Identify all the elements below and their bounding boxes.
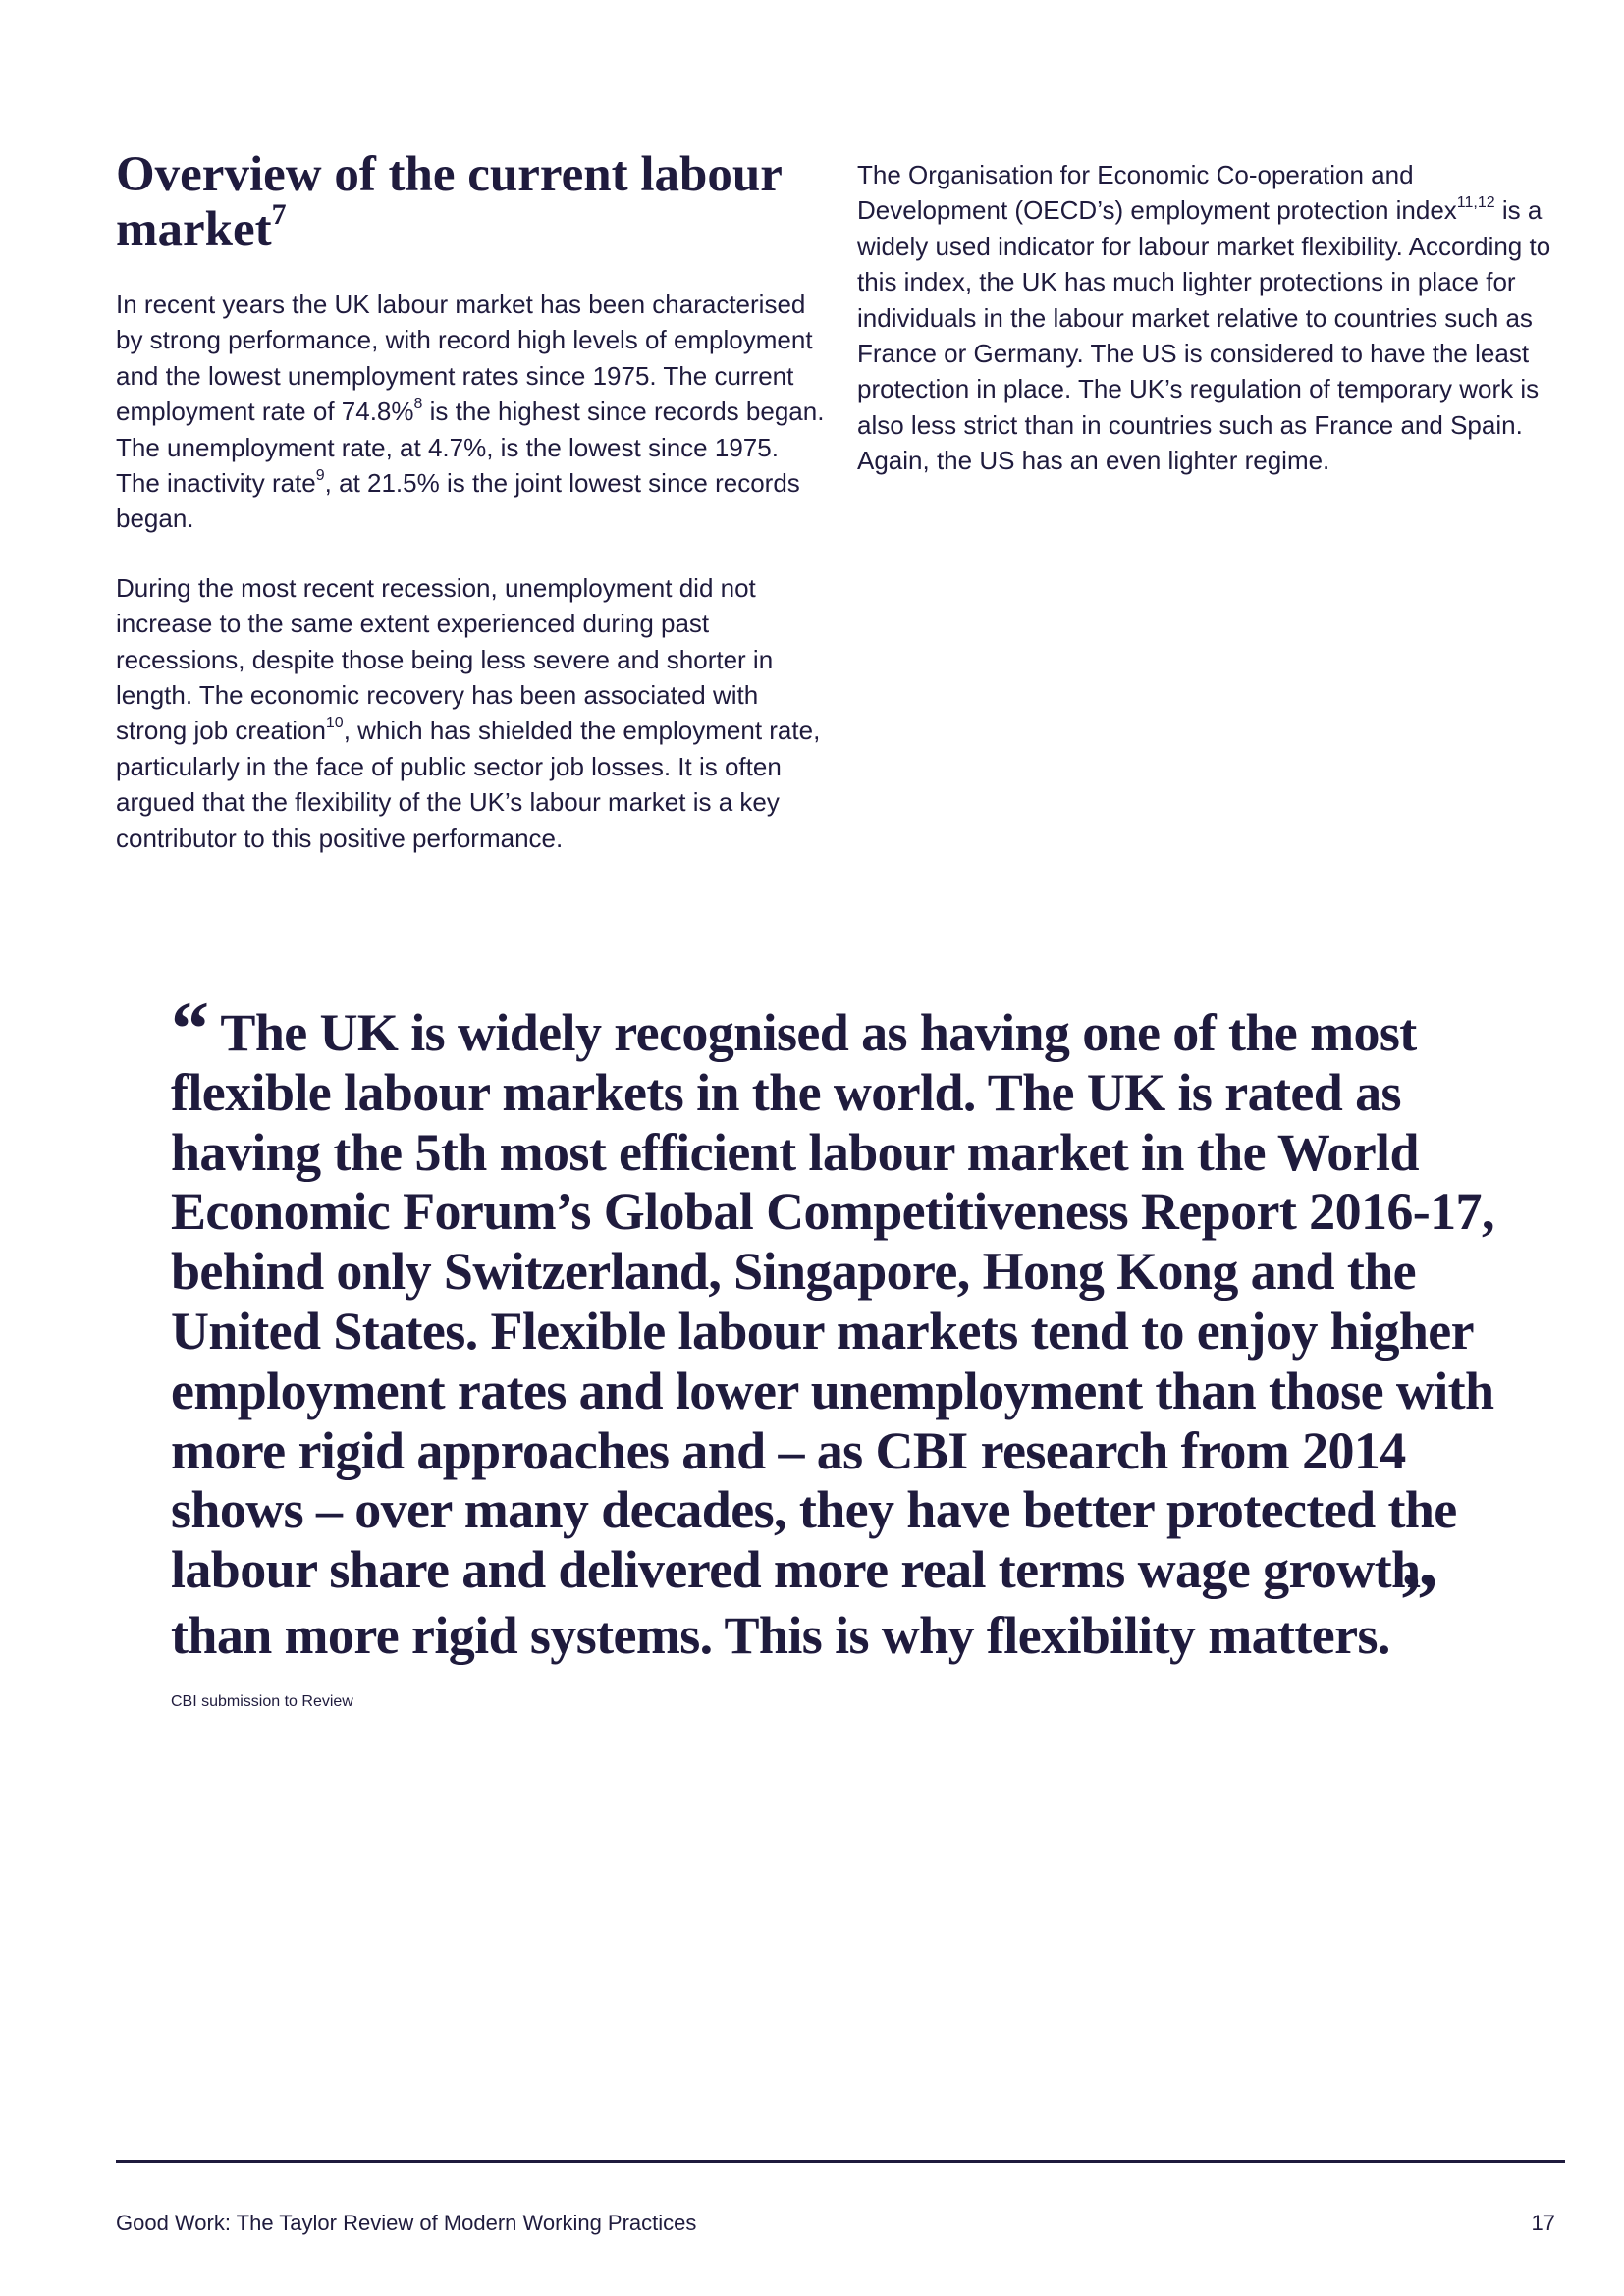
footnote-ref: 11,12 (1456, 194, 1495, 212)
paragraph-oecd-index (857, 157, 1564, 479)
close-quote-icon: ” (1399, 1556, 1438, 1642)
text-span: is a widely used indicator for labour market flexibility. According to this index, the UK has much lighter protections in place for individuals in the labour market relative to countries such as France or Germany. The US is considered to have the least protection in place. The UK’s regulation of temporary work is also less strict than in countries such as France and Spain. Again, the US has an even lighter regime. (857, 195, 1551, 476)
footnote-ref: 10 (325, 715, 344, 732)
right-column (857, 157, 1564, 512)
footnote-ref: 9 (315, 467, 325, 485)
text-span: , which has shielded the employment rate, particularly in the face of public sector job losses. It is often argued that the flexibility of the UK’s labour market is a key contributor to this positive performance. (116, 716, 821, 853)
footer-document-title: Good Work: The Taylor Review of Modern Working Practices (116, 2211, 697, 2235)
pull-quote (171, 986, 1526, 1711)
left-column (116, 147, 825, 889)
text-span: , at 21.5% is the joint lowest since records began. (116, 468, 800, 534)
heading-footnote-ref: 7 (271, 198, 287, 231)
paragraph-employment-stats (116, 287, 825, 537)
open-quote-icon: “ (171, 986, 209, 1071)
text-span: is the highest since records began. The unemployment rate, at 4.7%, is the lowest since 1975. The inactivity rate (116, 397, 825, 499)
text-span: The Organisation for Economic Co-operation and Development (OECD’s) employment protection index (857, 160, 1457, 226)
text-span: In recent years the UK labour market has been characterised by strong performance, with record high levels of employment and the lowest unemployment rates since 1975. The current employment rate of 74.8% (116, 290, 813, 427)
pull-quote-text: The UK is widely recognised as having one of the most flexible labour markets in the world. The UK is rated as having the 5th most efficient labour market in the World Economic Forum’s Global Competitiveness Report 2016-17, behind only Switzerland, Singapore, Hong Kong and the United States. Flexible labour markets tend to enjoy higher employment rates and lower unemployment than those with more rigid approaches and – as CBI research from 2014 shows – over many decades, they have better protected the labour share and delivered more real terms wage growth than more rigid systems. This is why flexibility matters. (171, 1003, 1494, 1665)
quote-attribution: CBI submission to Review (171, 1692, 353, 1710)
paragraph-recession (116, 570, 825, 856)
text-span: During the most recent recession, unemployment did not increase to the same extent experienced during past recessions, despite those being less severe and shorter in length. The economic recovery has been associated with strong job creation (116, 572, 774, 746)
page-number: 17 (1531, 2211, 1555, 2235)
section-heading-text: Overview of the current labour market (116, 147, 782, 257)
section-heading (116, 147, 825, 257)
footer-divider (116, 2160, 1565, 2163)
pull-quote-body (171, 986, 1526, 1666)
footnote-ref: 8 (413, 396, 423, 413)
